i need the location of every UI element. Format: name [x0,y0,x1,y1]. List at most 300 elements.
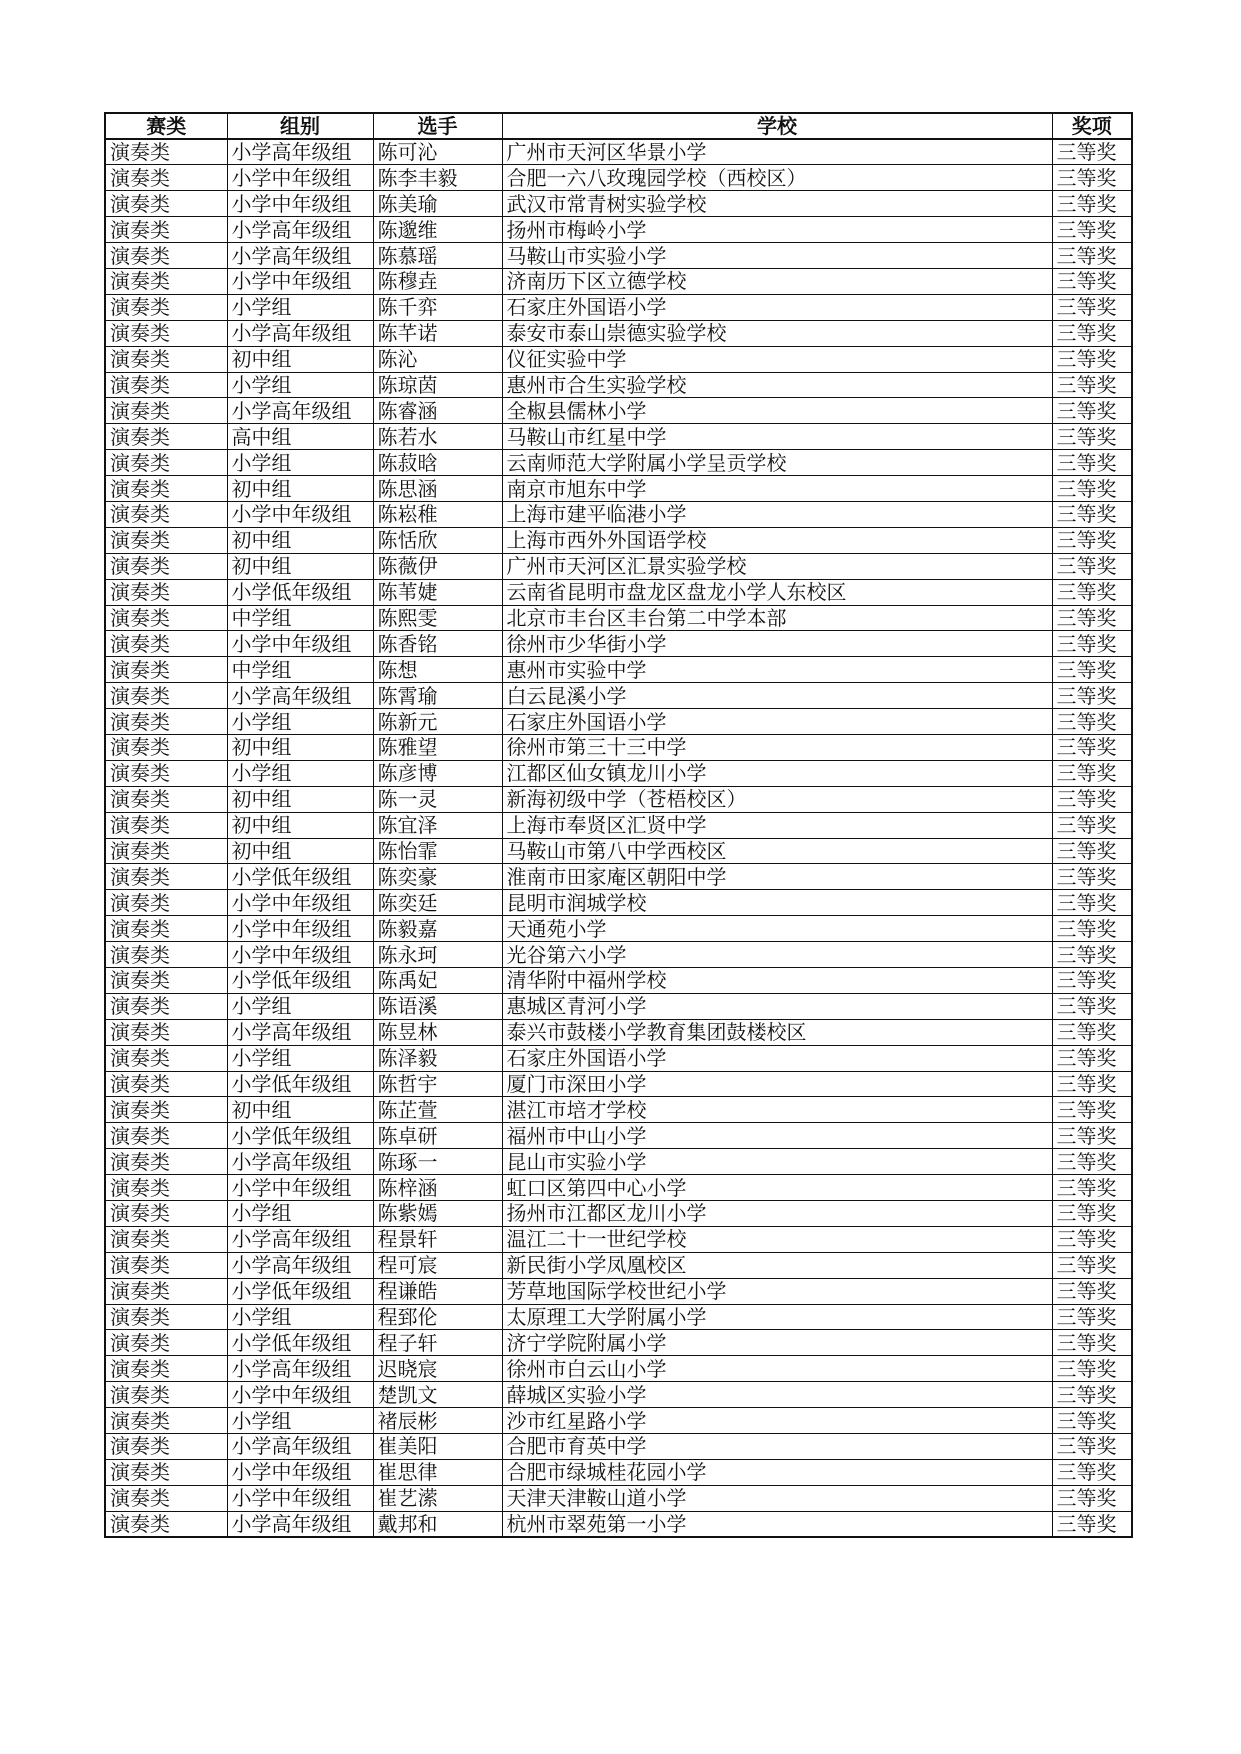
cell-school: 扬州市江都区龙川小学 [502,1201,1052,1227]
cell-award: 三等奖 [1052,294,1132,320]
table-row [105,1330,1132,1356]
cell-group: 小学中年级组 [227,890,373,916]
cell-award: 三等奖 [1052,320,1132,346]
cell-group: 小学组 [227,450,373,476]
cell-school: 芳草地国际学校世纪小学 [502,1278,1052,1304]
cell-group: 小学组 [227,372,373,398]
cell-category: 演奏类 [105,1511,227,1537]
cell-group: 小学高年级组 [227,1226,373,1252]
header-group: 组别 [227,113,373,139]
cell-school: 惠城区青河小学 [502,993,1052,1019]
cell-group: 初中组 [227,812,373,838]
cell-school: 合肥市绿城桂花园小学 [502,1459,1052,1485]
cell-school: 湛江市培才学校 [502,1097,1052,1123]
cell-award: 三等奖 [1052,864,1132,890]
cell-group: 小学中年级组 [227,501,373,527]
cell-category: 演奏类 [105,968,227,994]
cell-category: 演奏类 [105,864,227,890]
cell-category: 演奏类 [105,1356,227,1382]
cell-group: 小学低年级组 [227,1123,373,1149]
cell-group: 初中组 [227,734,373,760]
table-row [105,476,1132,502]
cell-player: 陈宜泽 [373,812,502,838]
cell-category: 演奏类 [105,450,227,476]
cell-school: 昆山市实验小学 [502,1149,1052,1175]
cell-group: 小学组 [227,760,373,786]
cell-school: 南京市旭东中学 [502,476,1052,502]
cell-player: 陈薇伊 [373,553,502,579]
cell-player: 陈新元 [373,709,502,735]
table-row [105,1252,1132,1278]
cell-player: 陈永珂 [373,942,502,968]
cell-category: 演奏类 [105,1123,227,1149]
cell-category: 演奏类 [105,1175,227,1201]
cell-player: 陈恬欣 [373,527,502,553]
cell-award: 三等奖 [1052,1330,1132,1356]
cell-category: 演奏类 [105,786,227,812]
cell-group: 小学组 [227,1304,373,1330]
cell-category: 演奏类 [105,1045,227,1071]
cell-school: 徐州市少华街小学 [502,631,1052,657]
cell-group: 初中组 [227,476,373,502]
cell-category: 演奏类 [105,1201,227,1227]
cell-group: 初中组 [227,838,373,864]
cell-award: 三等奖 [1052,605,1132,631]
table-row [105,1045,1132,1071]
cell-school: 合肥一六八玫瑰园学校（西校区） [502,165,1052,191]
cell-award: 三等奖 [1052,1175,1132,1201]
cell-award: 三等奖 [1052,734,1132,760]
cell-group: 初中组 [227,527,373,553]
cell-group: 小学组 [227,1045,373,1071]
cell-category: 演奏类 [105,1304,227,1330]
cell-award: 三等奖 [1052,968,1132,994]
cell-player: 陈琢一 [373,1149,502,1175]
cell-school: 徐州市第三十三中学 [502,734,1052,760]
cell-school: 扬州市梅岭小学 [502,217,1052,243]
cell-group: 小学中年级组 [227,942,373,968]
cell-player: 陈可沁 [373,139,502,165]
cell-category: 演奏类 [105,605,227,631]
cell-school: 淮南市田家庵区朝阳中学 [502,864,1052,890]
cell-award: 三等奖 [1052,139,1132,165]
cell-category: 演奏类 [105,579,227,605]
table-row [105,1097,1132,1123]
cell-award: 三等奖 [1052,890,1132,916]
cell-category: 演奏类 [105,1278,227,1304]
cell-category: 演奏类 [105,320,227,346]
cell-group: 小学组 [227,709,373,735]
award-table [104,112,1133,1538]
cell-category: 演奏类 [105,139,227,165]
table-row [105,786,1132,812]
cell-award: 三等奖 [1052,217,1132,243]
cell-school: 马鞍山市实验小学 [502,243,1052,269]
table-row [105,320,1132,346]
table-header [105,113,1132,139]
table-row [105,993,1132,1019]
cell-category: 演奏类 [105,942,227,968]
cell-group: 小学低年级组 [227,864,373,890]
cell-school: 马鞍山市第八中学西校区 [502,838,1052,864]
cell-category: 演奏类 [105,631,227,657]
cell-school: 惠州市合生实验学校 [502,372,1052,398]
cell-school: 薛城区实验小学 [502,1382,1052,1408]
table-row [105,1278,1132,1304]
cell-group: 小学高年级组 [227,683,373,709]
cell-school: 上海市建平临港小学 [502,501,1052,527]
cell-group: 小学低年级组 [227,1330,373,1356]
cell-award: 三等奖 [1052,760,1132,786]
cell-award: 三等奖 [1052,683,1132,709]
header-school: 学校 [502,113,1052,139]
cell-category: 演奏类 [105,1330,227,1356]
table-row [105,760,1132,786]
cell-category: 演奏类 [105,838,227,864]
table-row [105,217,1132,243]
cell-category: 演奏类 [105,1408,227,1434]
cell-player: 程郅伦 [373,1304,502,1330]
cell-category: 演奏类 [105,527,227,553]
cell-player: 陈邈维 [373,217,502,243]
cell-award: 三等奖 [1052,1045,1132,1071]
cell-school: 上海市奉贤区汇贤中学 [502,812,1052,838]
cell-group: 小学低年级组 [227,1278,373,1304]
cell-award: 三等奖 [1052,1201,1132,1227]
cell-school: 新民街小学凤凰校区 [502,1252,1052,1278]
table-row [105,1149,1132,1175]
table-row [105,1511,1132,1537]
cell-player: 陈怡霏 [373,838,502,864]
table-row [105,372,1132,398]
cell-category: 演奏类 [105,346,227,372]
cell-school: 白云昆溪小学 [502,683,1052,709]
cell-player: 陈美瑜 [373,191,502,217]
cell-group: 小学中年级组 [227,1175,373,1201]
cell-school: 惠州市实验中学 [502,657,1052,683]
cell-award: 三等奖 [1052,1356,1132,1382]
cell-player: 陈奕廷 [373,890,502,916]
table-row [105,1356,1132,1382]
cell-award: 三等奖 [1052,1434,1132,1460]
cell-player: 陈沁 [373,346,502,372]
cell-player: 陈若水 [373,424,502,450]
cell-player: 陈哲宇 [373,1071,502,1097]
cell-school: 合肥市育英中学 [502,1434,1052,1460]
table-row [105,812,1132,838]
cell-award: 三等奖 [1052,1382,1132,1408]
cell-group: 小学中年级组 [227,916,373,942]
cell-player: 崔艺潆 [373,1485,502,1511]
cell-group: 小学中年级组 [227,1459,373,1485]
cell-player: 陈慕瑶 [373,243,502,269]
cell-award: 三等奖 [1052,450,1132,476]
cell-category: 演奏类 [105,398,227,424]
cell-category: 演奏类 [105,760,227,786]
cell-player: 陈思涵 [373,476,502,502]
cell-group: 小学高年级组 [227,1356,373,1382]
cell-player: 楚凯文 [373,1382,502,1408]
cell-category: 演奏类 [105,1382,227,1408]
cell-player: 陈李丰毅 [373,165,502,191]
cell-award: 三等奖 [1052,993,1132,1019]
cell-player: 陈卓研 [373,1123,502,1149]
cell-school: 新海初级中学（苍梧校区） [502,786,1052,812]
cell-group: 初中组 [227,786,373,812]
table-body [105,139,1132,1537]
cell-category: 演奏类 [105,709,227,735]
cell-player: 陈崧稚 [373,501,502,527]
cell-group: 小学组 [227,1201,373,1227]
table-row [105,864,1132,890]
cell-school: 清华附中福州学校 [502,968,1052,994]
table-row [105,424,1132,450]
table-row [105,1304,1132,1330]
cell-player: 陈芷萱 [373,1097,502,1123]
cell-player: 陈想 [373,657,502,683]
cell-award: 三等奖 [1052,1304,1132,1330]
cell-award: 三等奖 [1052,268,1132,294]
cell-group: 初中组 [227,346,373,372]
cell-player: 陈千弈 [373,294,502,320]
cell-award: 三等奖 [1052,243,1132,269]
cell-group: 初中组 [227,553,373,579]
table-row [105,139,1132,165]
table-row [105,1459,1132,1485]
table-row [105,294,1132,320]
cell-award: 三等奖 [1052,1071,1132,1097]
cell-player: 陈梓涵 [373,1175,502,1201]
cell-group: 小学低年级组 [227,579,373,605]
table-row [105,1019,1132,1045]
table-row [105,1382,1132,1408]
cell-award: 三等奖 [1052,1123,1132,1149]
cell-school: 泰安市泰山崇德实验学校 [502,320,1052,346]
table-row [105,683,1132,709]
cell-award: 三等奖 [1052,1278,1132,1304]
cell-school: 石家庄外国语小学 [502,709,1052,735]
table-row [105,346,1132,372]
cell-player: 陈一灵 [373,786,502,812]
table-row [105,942,1132,968]
cell-school: 上海市西外外国语学校 [502,527,1052,553]
cell-player: 陈琼茵 [373,372,502,398]
cell-player: 戴邦和 [373,1511,502,1537]
table-row [105,1485,1132,1511]
cell-category: 演奏类 [105,1252,227,1278]
cell-award: 三等奖 [1052,579,1132,605]
cell-group: 小学高年级组 [227,243,373,269]
cell-award: 三等奖 [1052,1226,1132,1252]
header-row [105,113,1132,139]
cell-category: 演奏类 [105,553,227,579]
cell-school: 石家庄外国语小学 [502,1045,1052,1071]
table-row [105,605,1132,631]
cell-award: 三等奖 [1052,709,1132,735]
cell-group: 小学高年级组 [227,1252,373,1278]
table-row [105,450,1132,476]
cell-player: 陈昱林 [373,1019,502,1045]
cell-category: 演奏类 [105,1097,227,1123]
cell-group: 小学高年级组 [227,1434,373,1460]
cell-award: 三等奖 [1052,346,1132,372]
cell-player: 程谦皓 [373,1278,502,1304]
cell-school: 光谷第六小学 [502,942,1052,968]
cell-award: 三等奖 [1052,165,1132,191]
cell-award: 三等奖 [1052,1019,1132,1045]
cell-group: 小学高年级组 [227,1149,373,1175]
cell-award: 三等奖 [1052,553,1132,579]
cell-group: 小学高年级组 [227,217,373,243]
cell-group: 小学高年级组 [227,139,373,165]
table-row [105,268,1132,294]
cell-school: 泰兴市鼓楼小学教育集团鼓楼校区 [502,1019,1052,1045]
cell-group: 小学中年级组 [227,268,373,294]
cell-player: 褚辰彬 [373,1408,502,1434]
cell-school: 武汉市常青树实验学校 [502,191,1052,217]
table-row [105,709,1132,735]
cell-school: 广州市天河区汇景实验学校 [502,553,1052,579]
table-row [105,968,1132,994]
cell-player: 陈禹妃 [373,968,502,994]
table-row [105,890,1132,916]
cell-group: 小学中年级组 [227,1485,373,1511]
header-player: 选手 [373,113,502,139]
cell-school: 济宁学院附属小学 [502,1330,1052,1356]
cell-award: 三等奖 [1052,191,1132,217]
cell-group: 小学组 [227,993,373,1019]
cell-group: 中学组 [227,605,373,631]
table-row [105,657,1132,683]
cell-player: 陈奕豪 [373,864,502,890]
cell-school: 太原理工大学附属小学 [502,1304,1052,1330]
cell-category: 演奏类 [105,1485,227,1511]
table-row [105,631,1132,657]
table-row [105,527,1132,553]
cell-category: 演奏类 [105,424,227,450]
cell-category: 演奏类 [105,268,227,294]
cell-school: 虹口区第四中心小学 [502,1175,1052,1201]
table-row [105,1175,1132,1201]
cell-award: 三等奖 [1052,942,1132,968]
cell-category: 演奏类 [105,657,227,683]
cell-player: 陈穆垚 [373,268,502,294]
table-row [105,1408,1132,1434]
cell-category: 演奏类 [105,734,227,760]
cell-group: 小学高年级组 [227,320,373,346]
cell-school: 徐州市白云山小学 [502,1356,1052,1382]
table-row [105,734,1132,760]
cell-school: 江都区仙女镇龙川小学 [502,760,1052,786]
cell-school: 石家庄外国语小学 [502,294,1052,320]
cell-player: 陈霄瑜 [373,683,502,709]
cell-group: 高中组 [227,424,373,450]
table-row [105,398,1132,424]
cell-category: 演奏类 [105,372,227,398]
cell-award: 三等奖 [1052,398,1132,424]
cell-school: 云南省昆明市盘龙区盘龙小学人东校区 [502,579,1052,605]
cell-group: 中学组 [227,657,373,683]
cell-award: 三等奖 [1052,786,1132,812]
cell-award: 三等奖 [1052,1252,1132,1278]
cell-school: 天津天津鞍山道小学 [502,1485,1052,1511]
cell-school: 昆明市润城学校 [502,890,1052,916]
cell-player: 陈睿涵 [373,398,502,424]
cell-category: 演奏类 [105,1149,227,1175]
cell-group: 初中组 [227,1097,373,1123]
cell-group: 小学中年级组 [227,191,373,217]
cell-award: 三等奖 [1052,1097,1132,1123]
table-row [105,191,1132,217]
cell-category: 演奏类 [105,1459,227,1485]
cell-group: 小学低年级组 [227,968,373,994]
cell-award: 三等奖 [1052,631,1132,657]
cell-school: 温江二十一世纪学校 [502,1226,1052,1252]
cell-player: 迟晓宸 [373,1356,502,1382]
cell-school: 沙市红星路小学 [502,1408,1052,1434]
cell-player: 陈语溪 [373,993,502,1019]
cell-group: 小学中年级组 [227,165,373,191]
cell-award: 三等奖 [1052,1485,1132,1511]
cell-award: 三等奖 [1052,916,1132,942]
table-row [105,165,1132,191]
cell-school: 云南师范大学附属小学呈贡学校 [502,450,1052,476]
cell-award: 三等奖 [1052,812,1132,838]
cell-award: 三等奖 [1052,501,1132,527]
cell-category: 演奏类 [105,476,227,502]
cell-category: 演奏类 [105,1019,227,1045]
cell-category: 演奏类 [105,812,227,838]
table-row [105,553,1132,579]
cell-award: 三等奖 [1052,476,1132,502]
table-row [105,243,1132,269]
table-row [105,579,1132,605]
cell-category: 演奏类 [105,993,227,1019]
cell-player: 陈菽晗 [373,450,502,476]
cell-player: 陈香铭 [373,631,502,657]
table-row [105,1071,1132,1097]
cell-award: 三等奖 [1052,1408,1132,1434]
cell-award: 三等奖 [1052,1459,1132,1485]
table-row [105,838,1132,864]
cell-group: 小学中年级组 [227,1382,373,1408]
table-row [105,916,1132,942]
cell-school: 广州市天河区华景小学 [502,139,1052,165]
cell-category: 演奏类 [105,243,227,269]
cell-school: 天通苑小学 [502,916,1052,942]
cell-award: 三等奖 [1052,372,1132,398]
cell-player: 陈紫嫣 [373,1201,502,1227]
cell-player: 陈泽毅 [373,1045,502,1071]
cell-player: 陈熙雯 [373,605,502,631]
cell-group: 小学高年级组 [227,1511,373,1537]
cell-category: 演奏类 [105,191,227,217]
cell-player: 陈苇婕 [373,579,502,605]
cell-group: 小学组 [227,294,373,320]
cell-award: 三等奖 [1052,424,1132,450]
header-award: 奖项 [1052,113,1132,139]
cell-award: 三等奖 [1052,657,1132,683]
cell-player: 程子轩 [373,1330,502,1356]
cell-school: 北京市丰台区丰台第二中学本部 [502,605,1052,631]
table-row [105,1201,1132,1227]
cell-player: 陈彦博 [373,760,502,786]
cell-category: 演奏类 [105,683,227,709]
cell-category: 演奏类 [105,1434,227,1460]
table-row [105,1434,1132,1460]
cell-category: 演奏类 [105,1226,227,1252]
cell-school: 杭州市翠苑第一小学 [502,1511,1052,1537]
